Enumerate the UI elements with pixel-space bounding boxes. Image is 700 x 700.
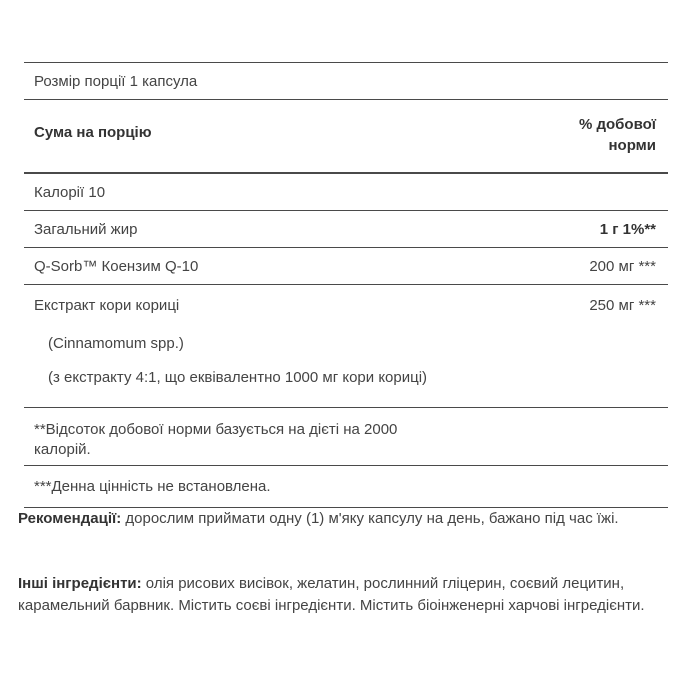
daily-value-header: [579, 114, 656, 156]
cinnamon-row: [24, 285, 668, 408]
footnote1-line1: **Відсоток добової норми базується на дієті на 2000: [34, 421, 398, 438]
coq10-value: 200 мг ***: [589, 257, 656, 275]
other-ingredients-text: олія рисових висівок, желатин, рослинний гліцерин, соєвий лецитин, карамельний барвник. Містить соєві інгредієнти. Містить біоінженерні харчові інгредієнти.: [18, 575, 645, 614]
fat-label: Загальний жир: [34, 220, 138, 238]
recommendations-paragraph: [18, 508, 680, 530]
recommendations-text: дорослим приймати одну (1) м'яку капсулу на день, бажано під час їжі.: [121, 510, 619, 527]
other-ingredients-label: Інші інгредієнти:: [18, 575, 142, 592]
footnote-not-established: [24, 466, 668, 508]
dv-line1: % добової: [578, 116, 656, 133]
cinnamon-label: Екстракт кори кориці: [34, 297, 180, 314]
cinnamon-note: (з екстракту 4:1, що еквівалентно 1000 мг кори кориці): [48, 369, 428, 386]
coq10-row: [24, 248, 668, 285]
footnote-daily-value: [24, 408, 668, 466]
amount-per-serving-label: Сума на порцію: [34, 124, 152, 141]
footnote1-line2: калорій.: [34, 441, 91, 458]
calories-row: [24, 174, 668, 211]
dv-line2: норми: [608, 137, 656, 154]
footnote2: ***Денна цінність не встановлена.: [34, 478, 271, 495]
serving-size-row: [24, 62, 668, 100]
cinnamon-value: 250 мг ***: [589, 297, 656, 314]
other-ingredients-paragraph: [18, 573, 680, 617]
fat-value: 1 г 1%**: [599, 220, 656, 238]
header-row: [24, 100, 668, 174]
coq10-label: Q-Sorb™ Коензим Q-10: [34, 257, 199, 275]
serving-size: Розмір порції 1 капсула: [34, 72, 198, 90]
recommendations-label: Рекомендації:: [18, 510, 122, 527]
cinnamon-latin: (Cinnamomum spp.): [48, 335, 184, 352]
supplement-facts-table: [24, 62, 668, 508]
fat-row: [24, 211, 668, 248]
calories: Калорії 10: [34, 183, 106, 201]
